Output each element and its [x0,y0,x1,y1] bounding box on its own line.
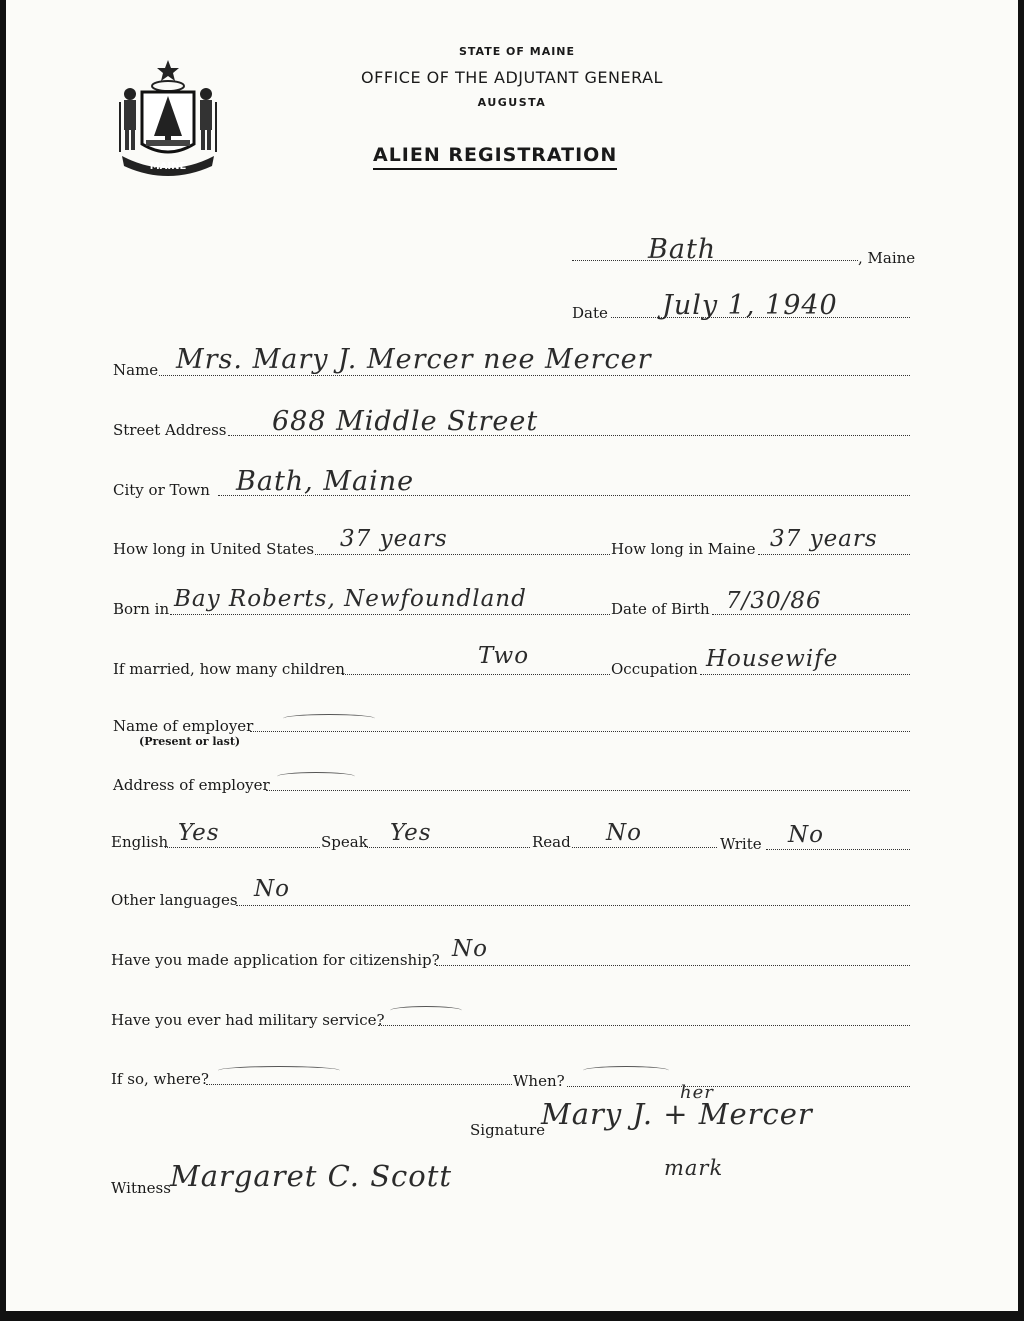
witness-value: Margaret C. Scott [170,1159,453,1193]
read-line [572,847,717,848]
if-so-where-line [206,1084,512,1085]
street-address-label: Street Address [113,421,227,439]
employer-label: Name of employer [113,717,254,735]
date-label: Date [572,304,608,322]
street-address-value: 688 Middle Street [272,406,539,437]
english-label: English [111,833,169,851]
children-value: Two [478,643,530,669]
signature-label: Signature [470,1121,546,1139]
signature-her-note: her [680,1082,714,1103]
employer-line [250,731,910,732]
city-value: Bath, Maine [236,466,415,497]
header-city: AUGUSTA [477,96,547,109]
when-blank-dash [583,1066,669,1075]
scan-border-right [1018,0,1024,1321]
occupation-line [700,674,910,675]
other-languages-value: No [254,876,290,902]
header-state: STATE OF MAINE [458,45,576,58]
if-so-where-label: If so, where? [111,1070,209,1088]
citizenship-value: No [452,936,488,962]
other-languages-line [236,905,910,906]
military-label: Have you ever had military service? [111,1011,385,1029]
date-of-birth-line [712,614,910,615]
how-long-us-line [315,554,610,555]
when-label: When? [513,1072,565,1090]
military-blank-dash [390,1006,462,1015]
form-title: ALIEN REGISTRATION [373,144,617,170]
other-languages-label: Other languages [111,891,238,909]
employer-address-label: Address of employer [113,776,270,794]
header-office: OFFICE OF THE ADJUTANT GENERAL [361,68,663,87]
children-label: If married, how many children [113,660,345,678]
seal-banner-text: MAINE [149,161,187,172]
speak-label: Speak [321,833,368,851]
read-label: Read [532,833,571,851]
name-label: Name [113,361,159,379]
children-line [342,674,610,675]
citizenship-label: Have you made application for citizenship? [111,951,440,969]
how-long-us-label: How long in United States [113,540,315,558]
name-value: Mrs. Mary J. Mercer nee Mercer [176,344,652,375]
how-long-maine-line [758,554,910,555]
employer-address-line [266,790,910,791]
how-long-us-value: 37 years [340,526,448,552]
english-line [165,847,320,848]
write-line [766,849,910,850]
speak-line [367,847,530,848]
employer-address-blank-dash [277,772,355,781]
name-line [159,375,910,376]
scan-border-left [0,0,6,1321]
born-in-value: Bay Roberts, Newfoundland [174,586,527,612]
how-long-maine-label: How long in Maine [611,540,756,558]
when-line [567,1086,910,1087]
english-value: Yes [178,820,220,846]
born-in-line [170,614,610,615]
signature-mark-note: mark [664,1156,724,1180]
military-line [378,1025,910,1026]
town-value: Bath [648,234,717,265]
speak-value: Yes [390,820,432,846]
city-label: City or Town [113,481,210,499]
if-so-where-blank-dash [218,1066,340,1075]
date-of-birth-label: Date of Birth [611,600,710,618]
read-value: No [606,820,642,846]
occupation-value: Housewife [706,646,839,672]
employer-blank-dash [283,714,375,723]
born-in-label: Born in [113,600,170,618]
citizenship-line [436,965,910,966]
date-value: July 1, 1940 [662,290,838,321]
maine-suffix-label: , Maine [858,249,916,267]
witness-label: Witness [111,1179,171,1197]
scan-border-bottom [0,1311,1024,1321]
write-value: No [788,822,824,848]
occupation-label: Occupation [611,660,698,678]
how-long-maine-value: 37 years [770,526,878,552]
employer-note: (Present or last) [139,735,241,748]
signature-value: Mary J. + Mercer [541,1097,813,1131]
write-label: Write [720,835,762,853]
date-of-birth-value: 7/30/86 [726,588,822,614]
